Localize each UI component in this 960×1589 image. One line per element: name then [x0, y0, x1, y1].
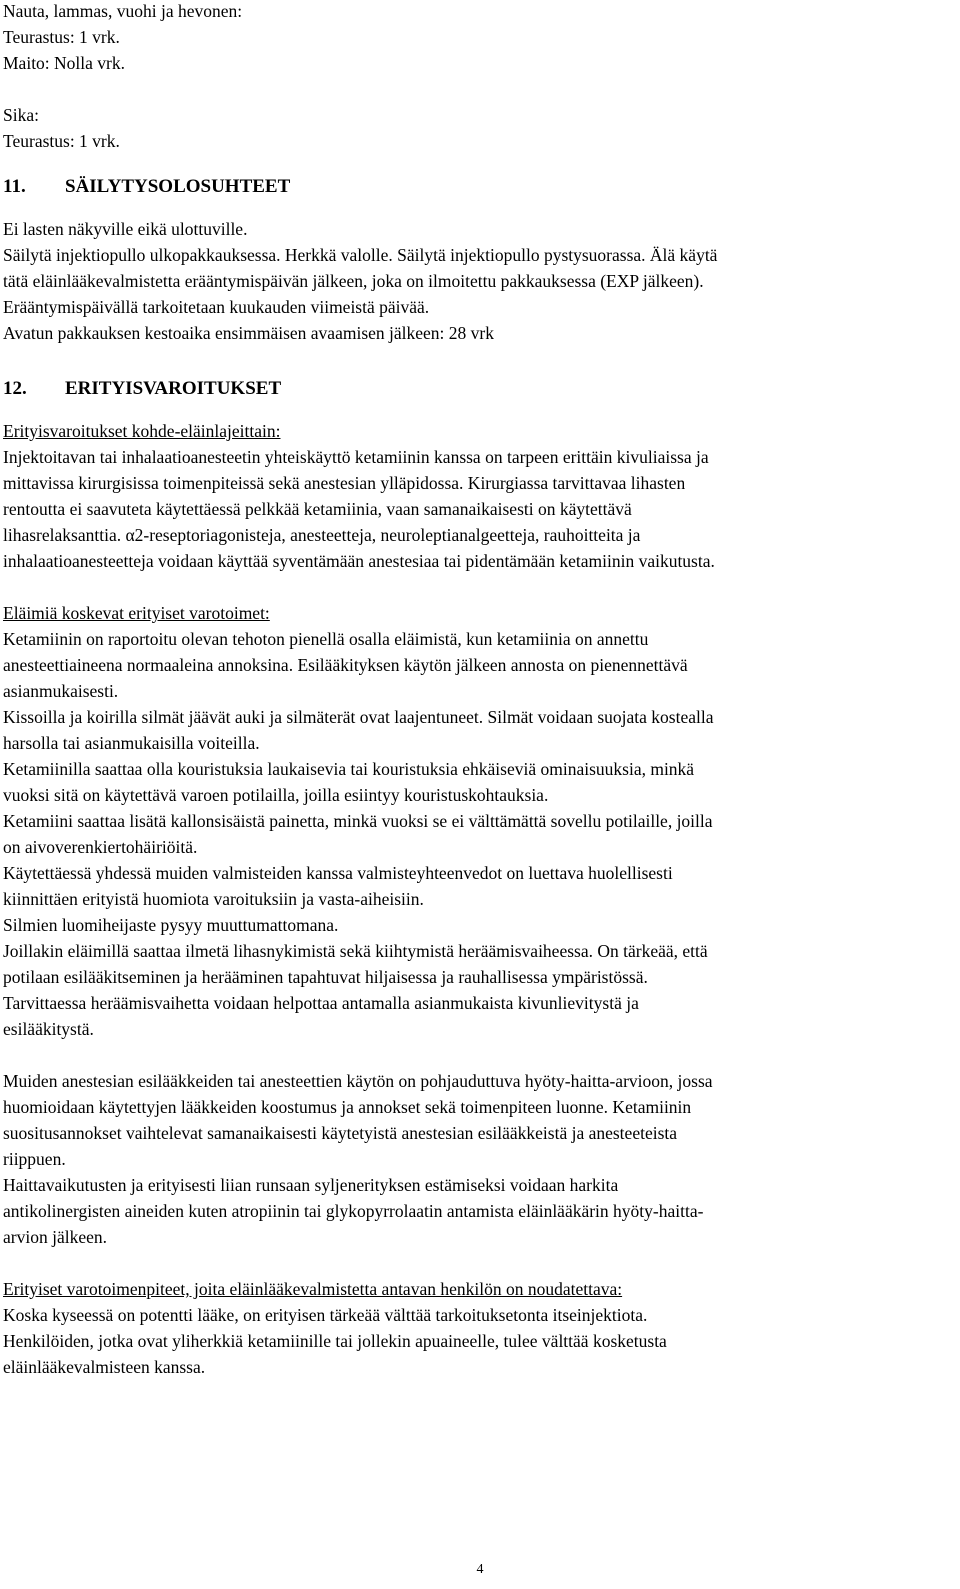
- subheading-animal-precautions: Eläimiä koskevat erityiset varotoimet:: [3, 603, 270, 623]
- text-line: asianmukaisesti.: [3, 681, 119, 701]
- text-line: on aivoverenkiertohäiriöitä.: [3, 837, 198, 857]
- storage-line: Erääntymispäivällä tarkoitetaan kuukauden viimeistä päivää.: [3, 297, 430, 317]
- text-line: Haittavaikutusten ja erityisesti liian runsaan syljenerityksen estämiseksi voidaan harkita: [3, 1175, 619, 1195]
- withdrawal-pig-header: Sika:: [3, 105, 39, 125]
- section-12-number: 12.: [3, 378, 27, 399]
- text-line: vuoksi sitä on käytettävä varoen potilailla, joilla esiintyy kouristuskohtauksia.: [3, 785, 549, 805]
- storage-line: Avatun pakkauksen kestoaika ensimmäisen avaamisen jälkeen: 28 vrk: [3, 323, 494, 343]
- text-line: harsolla tai asianmukaisilla voiteilla.: [3, 733, 260, 753]
- withdrawal-pig-meat: Teurastus: 1 vrk.: [3, 131, 120, 151]
- text-line: kiinnittäen erityistä huomiota varoituksiin ja vasta-aiheisiin.: [3, 889, 424, 909]
- withdrawal-cattle-meat: Teurastus: 1 vrk.: [3, 27, 120, 47]
- section-11-heading: [3, 174, 955, 200]
- text-line: esilääkitystä.: [3, 1019, 94, 1039]
- text-line: lihasrelaksanttia. α2-reseptoriagonisteja, anesteetteja, neuroleptianalgeetteja, rauhoitteita ja: [3, 525, 641, 545]
- text-line: anesteettiaineena normaaleina annoksina. Esilääkityksen käytön jälkeen annosta on pienennettävä: [3, 655, 688, 675]
- text-line: arvion jälkeen.: [3, 1227, 107, 1247]
- text-line: Tarvittaessa heräämisvaihetta voidaan helpottaa antamalla asianmukaista kivunlievitystä ja: [3, 993, 639, 1013]
- spacer: [3, 1250, 955, 1276]
- text-line: Muiden anestesian esilääkkeiden tai anesteettien käytön on pohjauduttuva hyöty-haitta-arvioon, jossa: [3, 1071, 713, 1091]
- section-11-title: SÄILYTYSOLOSUHTEET: [65, 176, 291, 197]
- text-line: Kissoilla ja koirilla silmät jäävät auki ja silmäterät ovat laajentuneet. Silmät voidaan suojata kostealla: [3, 707, 714, 727]
- spacer: [3, 1042, 955, 1068]
- text-line: eläinlääkevalmisteen kanssa.: [3, 1357, 206, 1377]
- section-12-title: ERITYISVAROITUKSET: [65, 378, 282, 399]
- page-number: 4: [476, 1562, 484, 1577]
- withdrawal-cattle-milk: Maito: Nolla vrk.: [3, 53, 125, 73]
- text-line: potilaan esilääkitseminen ja herääminen tapahtuvat hiljaisessa ja rauhallisessa ympäristössä.: [3, 967, 648, 987]
- text-line: riippuen.: [3, 1149, 66, 1169]
- text-line: Silmien luomiheijaste pysyy muuttumattomana.: [3, 915, 339, 935]
- spacer: [3, 76, 955, 102]
- text-line: rentoutta ei saavuteta käytettäessä pelkkää ketamiinia, vaan samanaikaisesti on käytettävä: [3, 499, 632, 519]
- text-line: Henkilöiden, jotka ovat yliherkkiä ketamiinille tai jollekin apuaineelle, tulee välttää kosketusta: [3, 1331, 667, 1351]
- text-line: mittavissa kirurgisissa toimenpiteissä sekä anestesian ylläpidossa. Kirurgiassa tarvittavaa lihasten: [3, 473, 686, 493]
- storage-line: Ei lasten näkyville eikä ulottuville.: [3, 219, 248, 239]
- text-line: Ketamiinin on raportoitu olevan tehoton pienellä osalla eläimistä, kun ketamiinia on annettu: [3, 629, 649, 649]
- text-line: antikolinergisten aineiden kuten atropiinin tai glykopyrrolaatin antamista eläinlääkärin hyöty-haitta-: [3, 1201, 704, 1221]
- section-11-number: 11.: [3, 176, 26, 197]
- text-line: Koska kyseessä on potentti lääke, on erityisen tärkeää välttää tarkoituksetonta itseinjektiota.: [3, 1305, 648, 1325]
- text-line: Käytettäessä yhdessä muiden valmisteiden kanssa valmisteyhteenvedot on luettava huolellisesti: [3, 863, 673, 883]
- text-line: Injektoitavan tai inhalaatioanesteetin yhteiskäyttö ketamiinin kanssa on tarpeen erittäin kivuliaissa ja: [3, 447, 709, 467]
- text-line: suositusannokset vaihtelevat samanaikaisesti käytetyistä anestesian esilääkkeistä ja anesteeteista: [3, 1123, 678, 1143]
- storage-line: Säilytä injektiopullo ulkopakkauksessa. Herkkä valolle. Säilytä injektiopullo pystysuorassa. Älä käytä: [3, 245, 718, 265]
- text-line: inhalaatioanesteetteja voidaan käyttää syventämään anestesiaa tai pidentämään ketamiinin vaikutusta.: [3, 551, 715, 571]
- spacer: [3, 574, 955, 600]
- section-12-heading: [3, 376, 955, 402]
- document-body: [3, 0, 955, 1380]
- text-line: Joillakin eläimillä saattaa ilmetä lihasnykimistä sekä kiihtymistä heräämisvaiheessa. On tärkeää, että: [3, 941, 708, 961]
- subheading-user-precautions: Erityiset varotoimenpiteet, joita eläinlääkevalmistetta antavan henkilön on noudatettava:: [3, 1279, 623, 1299]
- storage-line: tätä eläinlääkevalmistetta erääntymispäivän jälkeen, joka on ilmoitettu pakkauksessa (EXP jälkeen).: [3, 271, 704, 291]
- subheading-target-species: Erityisvaroitukset kohde-eläinlajeittain:: [3, 421, 281, 441]
- text-line: Ketamiinilla saattaa olla kouristuksia laukaisevia tai kouristuksia ehkäiseviä ominaisuuksia, minkä: [3, 759, 695, 779]
- withdrawal-cattle-header: Nauta, lammas, vuohi ja hevonen:: [3, 1, 243, 21]
- text-line: huomioidaan käytettyjen lääkkeiden koostumus ja annokset sekä toimenpiteen luonne. Ketamiinin: [3, 1097, 692, 1117]
- text-line: Ketamiini saattaa lisätä kallonsisäistä painetta, minkä vuoksi se ei välttämättä sovellu potilaille, joilla: [3, 811, 713, 831]
